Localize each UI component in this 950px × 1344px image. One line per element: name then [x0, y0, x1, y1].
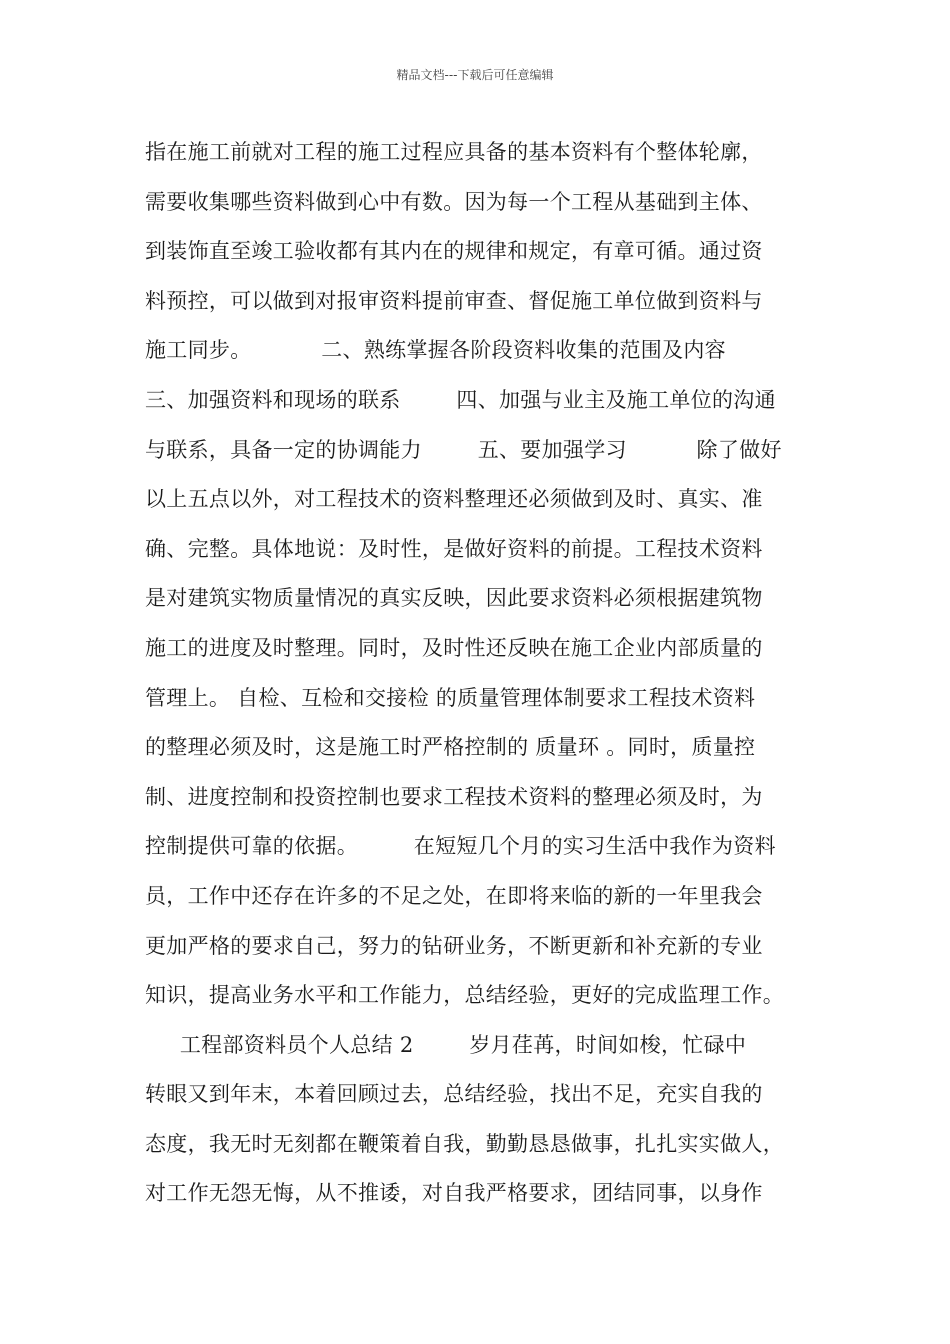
text-line: 制、进度控制和投资控制也要求工程技术资料的整理必须及时，为: [145, 784, 763, 809]
text-line: 的整理必须及时，这是施工时严格控制的 质量环 。同时，质量控: [145, 735, 756, 760]
text-line: 确、完整。具体地说：及时性，是做好资料的前提。工程技术资料: [145, 536, 763, 561]
text-line: 施工的进度及时整理。同时，及时性还反映在施工企业内部质量的: [145, 635, 763, 660]
text-line: 与联系，具备一定的协调能力 五、要加强学习 除了做好: [145, 437, 782, 462]
text-line: 是对建筑实物质量情况的真实反映，因此要求资料必须根据建筑物: [145, 586, 763, 611]
text-line: 转眼又到年末，本着回顾过去，总结经验，找出不足，充实自我的: [145, 1082, 763, 1107]
text-line: 需要收集哪些资料做到心中有数。因为每一个工程从基础到主体、: [145, 189, 763, 214]
text-line: 三、加强资料和现场的联系 四、加强与业主及施工单位的沟通: [145, 387, 776, 412]
text-line: 知识，提高业务水平和工作能力，总结经验，更好的完成监理工作。: [145, 983, 784, 1008]
text-line: 指在施工前就对工程的施工过程应具备的基本资料有个整体轮廓，: [145, 140, 763, 164]
text-line: 态度，我无时无刻都在鞭策着自我，勤勤恳恳做事，扎扎实实做人，: [145, 1131, 784, 1156]
text-line: 料预控，可以做到对报审资料提前审查、督促施工单位做到资料与: [145, 288, 763, 313]
text-line: 以上五点以外，对工程技术的资料整理还必须做到及时、真实、准: [145, 487, 763, 512]
text-line: 员，工作中还存在许多的不足之处，在即将来临的新的一年里我会: [145, 883, 763, 908]
text-line: 控制提供可靠的依据。 在短短几个月的实习生活中我作为资料: [145, 834, 776, 859]
text-line: 管理上。 自检、互检和交接检 的质量管理体制要求工程技术资料: [145, 685, 756, 710]
page-header: 精品文档---下载后可任意编辑: [396, 68, 554, 82]
text-line: 更加严格的要求自己，努力的钻研业务，不断更新和补充新的专业: [145, 933, 763, 958]
text-line: 到装饰直至竣工验收都有其内在的规律和规定，有章可循。通过资: [145, 239, 763, 264]
text-line: 施工同步。 二、熟练掌握各阶段资料收集的范围及内容: [145, 338, 726, 363]
text-line: 对工作无怨无悔，从不推诿，对自我严格要求，团结同事，以身作: [145, 1181, 763, 1206]
body-text: [145, 128, 825, 1219]
text-line: 工程部资料员个人总结 2 岁月荏苒，时间如梭，忙碌中: [145, 1032, 747, 1057]
